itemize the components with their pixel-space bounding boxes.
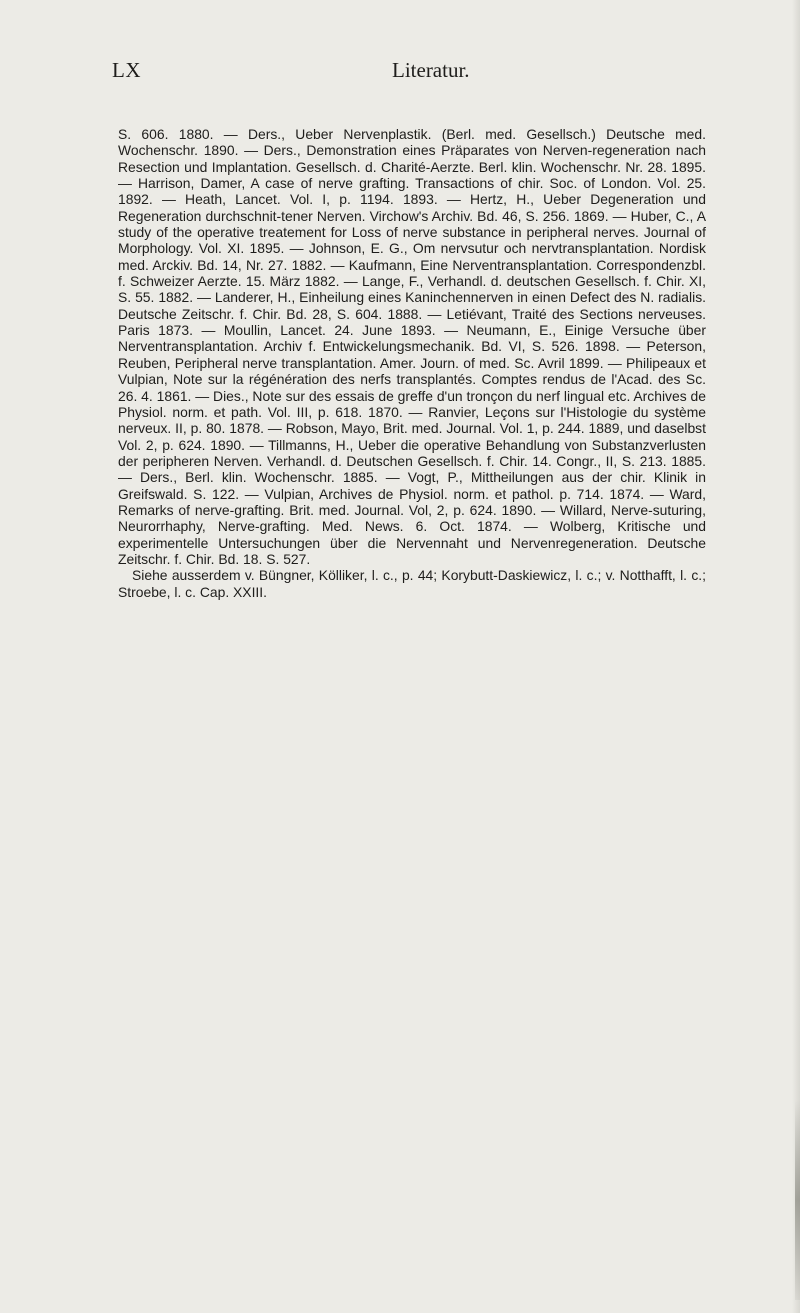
bibliography-paragraph: S. 606. 1880. — Ders., Ueber Nervenplastik. (Berl. med. Gesellsch.) Deutsche med. Wochenschr. 1890. — Ders., Demonstration eines Präparates von Nerven-regeneration nach Resection und Implantation. Gesellsch. d. Charité-Aerzte. Berl. klin. Wochenschr. Nr. 28. 1895. — Harrison, Damer, A case of nerve grafting. Transactions of chir. Soc. of London. Vol. 25. 1892. — Heath, Lancet. Vol. I, p. 1194. 1893. — Hertz, H., Ueber Degeneration und Regeneration durchschnit-tener Nerven. Virchow's Archiv. Bd. 46, S. 256. 1869. — Huber, C., A study of the operative treatement for Loss of nerve substance in peripheral nerves. Journal of Morphology. Vol. XI. 1895. — Johnson, E. G., Om nervsutur och nervtransplantation. Nordisk med. Arckiv. Bd. 14, Nr. 27. 1882. — Kaufmann, Eine Nerventransplantation. Correspondenzbl. f. Schweizer Aerzte. 15. März 1882. — Lange, F., Verhandl. d. deutschen Gesellsch. f. Chir. XI, S. 55. 1882. — Landerer, H., Einheilung eines Kaninchennerven in einen Defect des N. radialis. Deutsche Zeitschr. f. Chir. Bd. 28, S. 604. 1888. — Letiévant, Traité des Sections nerveuses. Paris 1873. — Moullin, Lancet. 24. June 1893. — Neumann, E., Einige Versuche über Nerventransplantation. Archiv f. Entwickelungsmechanik. Bd. VI, S. 526. 1898. — Peterson, Reuben, Peripheral nerve transplantation. Amer. Journ. of med. Sc. Avril 1899. — Philipeaux et Vulpian, Note sur la régénération des nerfs transplantés. Comptes rendus de l'Acad. des Sc. 26. 4. 1861. — Dies., Note sur des essais de greffe d'un tronçon du nerf lingual etc. Archives de Physiol. norm. et path. Vol. III, p. 618. 1870. — Ranvier, Leçons sur l'Histologie du système nerveux. II, p. 80. 1878. — Robson, Mayo, Brit. med. Journal. Vol. 1, p. 244. 1889, und daselbst Vol. 2, p. 624. 1890. — Tillmanns, H., Ueber die operative Behandlung von Substanzverlusten der peripheren Nerven. Verhandl. d. Deutschen Gesellsch. f. Chir. 14. Congr., II, S. 213. 1885. — Ders., Berl. klin. Wochenschr. 1885. — Vogt, P., Mittheilungen aus der chir. Klinik in Greifswald. S. 122. — Vulpian, Archives de Physiol. norm. et pathol. p. 714. 1874. — Ward, Remarks of nerve-grafting. Brit. med. Journal. Vol, 2, p. 624. 1890. — Willard, Nerve-suturing, Neurorrhaphy, Nerve-grafting. Med. News. 6. Oct. 1874. — Wolberg, Kritische und experimentelle Untersuchungen über die Nervennaht und Nervenregeneration. Deutsche Zeitschr. f. Chir. Bd. 18. S. 527.	[118, 126, 706, 567]
bibliography-text	[118, 126, 706, 600]
page-number: LX	[112, 58, 141, 82]
running-title: Literatur.	[392, 58, 470, 82]
page-header	[112, 58, 706, 88]
see-also-paragraph: Siehe ausserdem v. Büngner, Kölliker, l. c., p. 44; Korybutt-Daskiewicz, l. c.; v. Notthafft, l. c.; Stroebe, l. c. Cap. XXIII.	[118, 567, 706, 600]
page-edge-mark	[795, 1100, 800, 1300]
